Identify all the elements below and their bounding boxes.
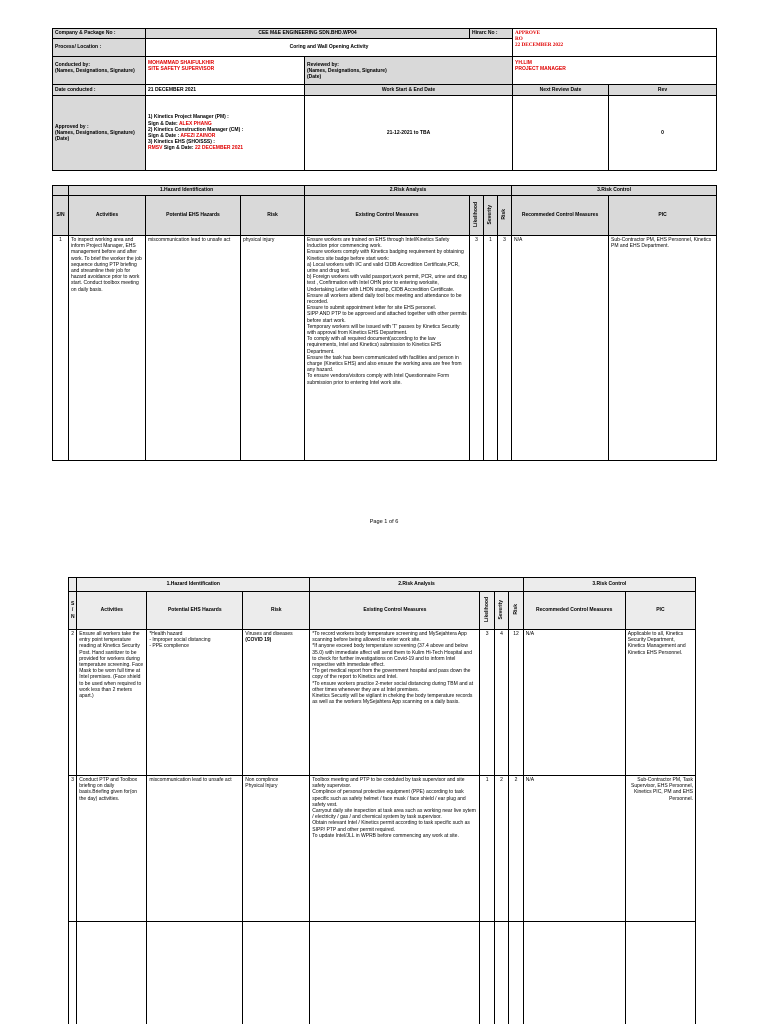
conducted-role: SITE SAFETY SUPERVISOR xyxy=(148,66,215,73)
col-sn: S/N xyxy=(53,196,69,236)
hazard-id-header-p2: 1.Hazard Identification xyxy=(77,578,310,592)
conducted-name: MOHAMMAD SHAIFULKHIR xyxy=(148,60,215,66)
row-recommended: N/A xyxy=(523,630,625,776)
hirarc-header-table xyxy=(52,28,717,171)
row-controls: Toolbox meeting and PTP to be conduted by task supervisor and site safety supervisor. Complince of personal protective equipment (PPE) according to task specific such as safety helmet / face musk / face shield / ear plug and safety vest. Carryout daily site inspection at task area such as working near live sytem / electricity / gas / and chemical system by task supervisor. Obtain relevant Intel / Kinetics permit according to task specific such as SIPP/ PTP and other permit required. To update Intel/JLL in WPRB before commencing any work at site. xyxy=(310,776,480,922)
sn-head-blank xyxy=(53,186,69,196)
approved-line1: 1) Kinetics Project Manager (PM) : xyxy=(148,114,229,121)
risk-analysis-header: 2.Risk Analysis xyxy=(305,186,512,196)
hazard-table-page2 xyxy=(68,577,696,1024)
row-severity: 1 xyxy=(484,236,498,461)
row-pic: Sub-Contractor PM, EHS Personnel, Kinetics PM and EHS Department. xyxy=(609,236,717,461)
col-severity: Severity xyxy=(487,204,494,225)
row-controls: Ensure workers are trained on EHS through Intel/Kinetics Safety Induction prior commencing work. Ensure workers comply with Kinetics badging requirement by obtaining Kinetics site badge before start work: a) Local workers with I/C and valid CIDB Accredition Certificate,PCR, urine and drug test. b) Foreign workers with valid passport,work permit, PCR, urine and drug test , Confirmation with Intel OHN prior to entering worksite, Undertaking Letter with LHDN stamp, CIDB Accredition Certificate. Ensure all workers attend daily tool box meeting and attendance to be recorded. Ensure to submit appointment letter for site EHS personel. SIPP AND PTP to be approved and attached together with other permits before start work. Temporary workers will be issued with 'T' passes by Kinetics Security with approval from Kinetics EHS Department. To comply with all required document(according to the law requirements, Intel and Kinetics) submission to Kinetics EHS Department. Ensure the task has been communicated with facilities and person in charge (Kinetics EHS) and also ensure the working area are free from any hazard. To ensure vendors/visitors comply with Intel Questionnaire Form submission prior to entering Intel work site. xyxy=(305,236,470,461)
row-likelihood: 1 xyxy=(480,776,494,922)
row-likelihood: 3 xyxy=(480,630,494,776)
row-risk-bold: (COVID 19) xyxy=(245,637,272,644)
approved-line5: 3) Kinetics EHS (SHO/SSS) : xyxy=(148,139,215,146)
conducted-label: Conducted by: (Names, Designations, Signature) xyxy=(53,57,146,85)
approved-line4-name: AFEZI ZAINOR xyxy=(180,133,216,139)
date-conducted-value: 21 DECEMBER 2021 xyxy=(146,85,305,96)
col-risk: Risk xyxy=(241,196,305,236)
row-controls: *To record workers body temperature screening and MySejahtera App scanning before being allowed to enter work site. *If anyone exceed body temperature screening (37.4 above and below 35.0) with immediate affect will send them to Kulim Hi-Tech Hospital and to check for further investigations on Covid-19 and to inform Intel respective with immediate effect. *To get medical report from the government hospital and pass down the copy of the report to Kinetics and Intel. *To ensure workers practice 2-meter social distancing during TBM and at other times whenever they are at Intel premises. Kinetics Security will be vigilant in cheking the body temperature records as well as the workers MySejahtera App scanning on a daily basis. xyxy=(310,630,480,776)
row-sn: 1 xyxy=(53,236,69,461)
date-conducted-label: Date conducted : xyxy=(53,85,146,96)
hazard-id-header: 1.Hazard Identification xyxy=(69,186,305,196)
approved-line6-label: Sign & Date: xyxy=(162,145,195,152)
row-severity: 2 xyxy=(494,776,508,922)
rev-value: 0 xyxy=(609,96,717,171)
row-risk-text: Viruses and diseases xyxy=(245,631,293,637)
row-hazard: miscommunication lead to unsafe act xyxy=(147,776,243,922)
row-sn: 2 xyxy=(69,630,77,776)
approved-line3: 2) Kinetics Construction Manager (CM) : xyxy=(148,126,244,133)
approved-label: Approved by : (Names, Designations, Signature) (Date) xyxy=(53,96,146,171)
hirarc-label: Hirarc No : xyxy=(470,29,513,39)
approved-line6-date: 22 DECEMBER 2021 xyxy=(194,145,244,152)
approved-line6-name: RMSV xyxy=(148,145,163,152)
col-hazards-p2: Potential EHS Hazards xyxy=(147,592,243,630)
process-value: Coring and Wall Opening Activity xyxy=(146,39,513,57)
row-pic: Applicable to all, Kinetics Security Department, Kinetics Management and Kinetics EHS Personnel. xyxy=(625,630,695,776)
col-controls: Existing Control Measures xyxy=(305,196,470,236)
row-score: 3 xyxy=(498,236,512,461)
risk-analysis-header-p2: 2.Risk Analysis xyxy=(310,578,523,592)
col-sn-p2: S/N xyxy=(69,592,77,630)
table-row xyxy=(69,776,696,922)
col-activities-p2: Activities xyxy=(77,592,147,630)
row-activity: To inspect working area and inform Project Manager, EHS management before and after work. To brief the worker the job sequence during PTP briefing and streamline their job for hazard avoidance prior to work start. Conduct toolbox meeting on daily basis. xyxy=(69,236,146,461)
col-risk-score: Risk xyxy=(501,209,508,220)
row-score: 12 xyxy=(509,630,523,776)
row-activity: Ensure all workers take the entry point temperature reading at Kinetics Security Post. Hand sanitizer to be provided for workers during temperature screening. Face Mask to be worn full time at Intel premises. (Face shield to be used when required to work less than 2 meters apart.) xyxy=(77,630,147,776)
col-severity-p2: Severity xyxy=(498,599,505,620)
hazard-table-page1 xyxy=(52,185,717,461)
approve-text: APPROVE xyxy=(515,30,541,36)
approved-line2-name: ALEX PHANG xyxy=(178,120,212,127)
row-pic: Sub-Contractor PM, Task Supervisor, EHS Personnel, Kinetics PIC, PM and EHS Personnel. xyxy=(625,776,695,922)
approve-by: RO xyxy=(515,36,523,42)
approved-line4-label: Sign & Date : xyxy=(148,133,181,139)
col-pic-p2: PIC xyxy=(625,592,695,630)
col-likelihood-p2: Likelihood xyxy=(484,596,491,622)
reviewed-label: Reviewed by: (Names, Designations, Signature) (Date) xyxy=(305,57,513,85)
reviewed-by xyxy=(513,57,717,85)
row-risk: Non complince Physical Injury xyxy=(243,776,310,922)
table-row xyxy=(69,630,696,776)
col-recommended: Recommeded Control Measures xyxy=(512,196,609,236)
col-risk-score-p2: Risk xyxy=(512,604,519,615)
col-risk-p2: Risk xyxy=(243,592,310,630)
approved-by xyxy=(146,96,305,171)
approve-date: 22 DECEMBER 2022 xyxy=(515,42,564,48)
row-severity: 4 xyxy=(494,630,508,776)
next-review-value xyxy=(513,96,609,171)
table-row xyxy=(53,236,717,461)
company-value: CEE M&E ENGINEERING SDN.BHD.WP04 xyxy=(146,29,470,39)
row-recommended: N/A xyxy=(523,776,625,922)
col-hazards: Potential EHS Hazards xyxy=(146,196,241,236)
reviewed-role: PROJECT MANAGER xyxy=(515,66,566,73)
approval-stamp xyxy=(513,29,717,57)
process-label: Process/ Location : xyxy=(53,39,146,57)
row-activity: Conduct PTP and Toolbox briefing on daily basis.Briefing given for(on the day) activities. xyxy=(77,776,147,922)
work-dates-value: 21-12-2021 to TBA xyxy=(305,96,513,171)
risk-control-header-p2: 3.Risk Control xyxy=(523,578,695,592)
col-pic: PIC xyxy=(609,196,717,236)
col-controls-p2: Existing Control Measures xyxy=(310,592,480,630)
row-recommended: N/A xyxy=(512,236,609,461)
row-hazard: miscommunication lead to unsafe act xyxy=(146,236,241,461)
col-recommended-p2: Recommeded Control Measures xyxy=(523,592,625,630)
col-activities: Activities xyxy=(69,196,146,236)
work-dates-label: Work Start & End Date xyxy=(305,85,513,96)
next-review-label: Next Review Date xyxy=(513,85,609,96)
company-label: Company & Package No : xyxy=(53,29,146,39)
row-sn: 3 xyxy=(69,776,77,922)
reviewed-name: YH.LIM xyxy=(515,60,532,66)
col-likelihood: Likelihood xyxy=(473,201,480,227)
risk-control-header: 3.Risk Control xyxy=(512,186,717,196)
rev-label: Rev xyxy=(609,85,717,96)
conducted-by xyxy=(146,57,305,85)
page-footer: Page 1 of 6 xyxy=(369,519,399,525)
row-risk xyxy=(243,630,310,776)
row-score: 2 xyxy=(509,776,523,922)
row-hazard: *Health hazard - Improper social distancing - PPE complience xyxy=(147,630,243,776)
row-likelihood: 3 xyxy=(470,236,484,461)
table-row-continuation xyxy=(69,922,696,1024)
approved-line2-label: Sign & Date: xyxy=(148,120,179,127)
row-risk: physical injury xyxy=(241,236,305,461)
sn-head-blank-p2 xyxy=(69,578,77,592)
